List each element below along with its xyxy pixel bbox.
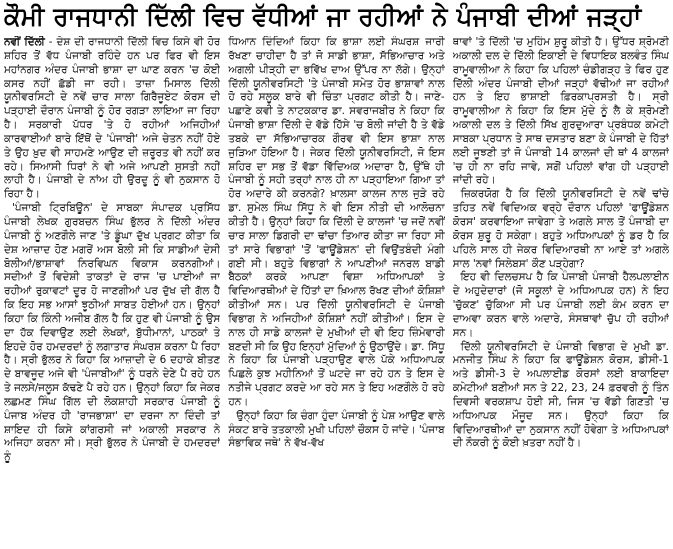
article-body [4,36,669,547]
article-paragraph [4,36,220,202]
article-paragraph: ਜ਼ਿਕਰਯੋਗ ਹੈ ਕਿ ਦਿੱਲੀ ਯੂਨੀਵਰਸਿਟੀ ਦੇ ਨਵੇਂ ਢਾਂਚੇ ਤਹਿਤ ਨਵੇਂ ਵਿਦਿਅਕ ਵਰ੍ਹੇ ਦੌਰਾਨ ਪਹਿਲਾਂ 'ਫਾਊਂਡੇਸ਼ਨ ਕੋਰਸ' ਕਰਵਾਇਆ ਜਾਵੇਗਾ ਤੇ ਅਗਲੇ ਸਾਲ ਤੋਂ ਪੰਜਾਬੀ ਦਾ ਕੋਰਸ ਸ਼ੁਰੂ ਹੋ ਸਕੇਗਾ। ਬਹੁਤੇ ਅਧਿਆਪਕਾਂ ਨੂੰ ਡਰ ਹੈ ਕਿ ਪਹਿਲੇ ਸਾਲ ਹੀ ਜੇਕਰ ਵਿਦਿਆਰਥੀ ਨਾ ਆਏ ਤਾਂ ਅਗਲੇ ਸਾਲ 'ਨਵਾਂ ਸਿਲੇਬਸ' ਕੌਣ ਪੜ੍ਹੇਗਾ? [452,188,669,270]
article-paragraph: ਦਿੱਲੀ ਯੂਨੀਵਰਸਿਟੀ ਦੇ ਪੰਜਾਬੀ ਵਿਭਾਗ ਦੇ ਮੁਖੀ ਡਾ. ਮਨਜੀਤ ਸਿੰਘ ਨੇ ਕਿਹਾ ਕਿ ਫਾਊਂਡੇਸ਼ਨ ਕੋਰਸ, ਡੀਸੀ-1 ਅਤੇ ਡੀਸੀ-3 ਦੇ ਅਪਲਾਈਡ ਕੋਰਸਾਂ ਲਈ ਬਾਕਾਇਦਾ ਕਮੇਟੀਆਂ ਬਣੀਆਂ ਸਨ ਤੇ 22, 23, 24 ਫ਼ਰਵਰੀ ਨੂੰ ਤਿੰਨ ਦਿਵਸੀ ਵਰਕਸ਼ਾਪ ਹੋਈ ਸੀ, ਜਿਸ 'ਚ ਵੱਡੀ ਗਿਣਤੀ 'ਚ ਅਧਿਆਪਕ ਮੌਜੂਦ ਸਨ। ਉਨ੍ਹਾਂ ਕਿਹਾ ਕਿ ਵਿਦਿਆਰਥੀਆਂ ਦਾ ਨੁਕਸਾਨ ਨਹੀਂ ਹੋਵੇਗਾ ਤੇ ਅਧਿਆਪਕਾਂ ਦੀ ਨੌਕਰੀ ਨੂੰ ਕੋਈ ਖ਼ਤਰਾ ਨਹੀਂ ਹੈ। [452,340,669,450]
article-paragraph: ਉਨ੍ਹਾਂ ਕਿਹਾ ਕਿ ਚੰਗਾ ਹੁੰਦਾ ਪੰਜਾਬੀ ਨੂੰ ਪੇਸ਼ ਆਉਣ ਵਾਲੇ ਸੰਕਟ ਬਾਰੇ ਤਤਕਾਲੀ ਮੁਖੀ ਪਹਿਲਾਂ ਚੌਕਸ ਹੋ ਜਾਂਦੇ। 'ਪੰਜਾਬ ਸੰਭਾਵਿਕ ਜਥੇ' ਨੇ ਵੱਖ-ਵੱਖ [228,409,445,450]
article-headline: ਕੌਮੀ ਰਾਜਧਾਨੀ ਦਿੱਲੀ ਵਿਚ ਵੱਧੀਆਂ ਜਾ ਰਹੀਆਂ ਨੇ ਪੰਜਾਬੀ ਦੀਆਂ ਜੜ੍ਹਾਂ [4,2,642,31]
article-column-1 [4,36,220,547]
article-paragraph: ਧਿਆਨ ਦਿੰਦਿਆਂ ਕਿਹਾ ਕਿ ਭਾਸ਼ਾ ਲਈ ਸੰਘਰਸ਼ ਜਾਰੀ ਰੱਖਣਾ ਚਾਹੀਦਾ ਹੈ ਤਾਂ ਜੋ ਸਾਡੀ ਭਾਸ਼ਾ, ਸੱਭਿਆਚਾਰ ਅਤੇ ਅਗਲੀ ਪੀੜ੍ਹੀ ਦਾ ਭਵਿੱਖ ਦਾਅ ਉੱਪਰ ਨਾ ਲੱਗੇ। ਉਨ੍ਹਾਂ ਦਿੱਲੀ ਯੂਨੀਵਰਸਿਟੀ 'ਤੇ ਪੰਜਾਬੀ ਸਮੇਤ ਹੋਰ ਭਾਸ਼ਾਵਾਂ ਨਾਲ ਹੋ ਰਹੇ ਸਲੂਕ ਬਾਰੇ ਵੀ ਚਿੰਤਾ ਪ੍ਰਗਟ ਕੀਤੀ ਹੈ। ਜਾਣੇ-ਪਛਾਣੇ ਕਵੀ ਤੇ ਨਾਟਕਕਾਰ ਡਾ. ਸਵਰਾਜਬੀਰ ਨੇ ਕਿਹਾ ਕਿ ਪੰਜਾਬੀ ਭਾਸ਼ਾ ਦਿੱਲੀ ਦੇ ਵੱਡੇ ਹਿੱਸੇ 'ਚ ਬੋਲੀ ਜਾਂਦੀ ਹੈ ਤੇ ਵੱਡੇ ਤਬਕੇ ਦਾ ਸੱਭਿਆਚਾਰਕ ਗੌਰਵ ਵੀ ਇਸ ਭਾਸ਼ਾ ਨਾਲ ਜੁੜਿਆ ਹੋਇਆ ਹੈ। ਜੇਕਰ ਦਿੱਲੀ ਯੂਨੀਵਰਸਿਟੀ, ਜੋ ਇਸ ਸ਼ਹਿਰ ਦਾ ਸਭ ਤੋਂ ਵੱਡਾ ਵਿੱਦਿਅਕ ਅਦਾਰਾ ਹੈ, ਉੱਥੇ ਹੀ ਪੰਜਾਬੀ ਨੂੰ ਸਹੀ ਤਰ੍ਹਾਂ ਨਾਲ ਹੀ ਨਾ ਪੜ੍ਹਾਇਆ ਗਿਆ ਤਾਂ ਹੋਰ ਅਦਾਰੇ ਕੀ ਕਰਨਗੇ? ਖ਼ਾਲਸਾ ਕਾਲਜ ਨਾਲ ਜੁੜੇ ਰਹੇ ਡਾ. ਸੁਮੇਲ ਸਿੰਘ ਸਿੱਧੂ ਨੇ ਵੀ ਇਸ ਨੀਤੀ ਦੀ ਆਲੋਚਨਾ ਕੀਤੀ ਹੈ। ਉਨ੍ਹਾਂ ਕਿਹਾ ਕਿ ਦਿੱਲੀ ਦੇ ਕਾਲਜਾਂ 'ਚ ਜਦੋਂ ਨਵੀਂ ਚਾਰ ਸਾਲਾ ਡਿਗਰੀ ਦਾ ਢਾਂਚਾ ਤਿਆਰ ਕੀਤਾ ਜਾ ਰਿਹਾ ਸੀ ਤਾਂ ਸਾਰੇ ਵਿਭਾਗਾਂ 'ਤੋਂ 'ਫਾਊਂਡੇਸ਼ਨ' ਦੀ ਵਿਉਂਤਬੰਦੀ ਮੰਗੀ ਗਈ ਸੀ। ਬਹੁਤੇ ਵਿਭਾਗਾਂ ਨੇ ਆਪਣੀਆਂ ਜਨਰਲ ਬਾਡੀ ਬੈਠਕਾਂ ਕਰਕੇ ਆਪਣਾ ਵਿਸ਼ਾ ਅਧਿਆਪਕਾਂ ਤੇ ਵਿਦਿਆਰਥੀਆਂ ਦੇ ਹਿੱਤਾਂ ਦਾ ਖ਼ਿਆਲ ਰੱਖਣ ਦੀਆਂ ਕੋਸ਼ਿਸ਼ਾਂ ਕੀਤੀਆਂ ਸਨ। ਪਰ ਦਿੱਲੀ ਯੂਨੀਵਰਸਿਟੀ ਦੇ ਪੰਜਾਬੀ ਵਿਭਾਗ ਨੇ ਅਜਿਹੀਆਂ ਕੋਸ਼ਿਸ਼ਾਂ ਨਹੀਂ ਕੀਤੀਆਂ। ਇਸ ਦੇ ਨਾਲ ਹੀ ਸਾਡੇ ਕਾਲਜਾਂ ਦੇ ਮੁਖੀਆਂ ਦੀ ਵੀ ਇਹ ਜ਼ਿੰਮੇਵਾਰੀ ਬਣਦੀ ਸੀ ਕਿ ਉਹ ਇਨ੍ਹਾਂ ਮੁੱਦਿਆਂ ਨੂੰ ਉਠਾਉਂਦੇ। ਡਾ. ਸਿੱਧੂ ਨੇ ਕਿਹਾ ਕਿ ਪੰਜਾਬੀ ਪੜ੍ਹਾਉਣ ਵਾਲੇ ਪੱਕੇ ਅਧਿਆਪਕ ਪਿਛਲੇ ਕੁਝ ਮਹੀਨਿਆਂ ਤੋਂ ਘਟਦੇ ਜਾ ਰਹੇ ਹਨ ਤੇ ਇਸ ਦੇ ਨਤੀਜੇ ਪ੍ਰਗਟ ਕਰਦੇ ਆ ਰਹੇ ਸਨ ਤੇ ਇਹ ਅਣਗੌਲੇ ਹੋ ਰਹੇ ਹਨ। [228,36,445,408]
article-column-3 [453,36,669,547]
article-paragraph: ਥਾਵਾਂ 'ਤੇ ਦਿੱਲੀ 'ਚ ਮੁਹਿੰਮ ਸ਼ੁਰੂ ਕੀਤੀ ਹੈ। ਉੱਧਰ ਸ਼੍ਰੋਮਣੀ ਅਕਾਲੀ ਦਲ ਦੇ ਦਿੱਲੀ ਇਕਾਈ ਦੇ ਵਿਧਾਇਕ ਬਲਵੰਤ ਸਿੰਘ ਰਾਮੂਵਾਲੀਆ ਨੇ ਕਿਹਾ ਕਿ ਪਹਿਲਾਂ ਚੰਡੀਗੜ੍ਹ ਤੇ ਫਿਰ ਹੁਣ ਦਿੱਲੀ ਅੰਦਰ ਪੰਜਾਬੀ ਦੀਆਂ ਜੜ੍ਹਾਂ ਵੱਢੀਆਂ ਜਾ ਰਹੀਆਂ ਹਨ ਤੇ ਇਹ ਭਾਸ਼ਾਈ ਫ਼ਿਰਕਾਪ੍ਰਸਤੀ ਹੈ। ਸ੍ਰੀ ਰਾਮੂਵਾਲੀਆ ਨੇ ਕਿਹਾ ਕਿ ਇਸ ਮੁੱਦੇ ਨੂੰ ਲੈ ਕੇ ਸ਼੍ਰੋਮਣੀ ਅਕਾਲੀ ਦਲ ਤੇ ਦਿੱਲੀ ਸਿੱਖ ਗੁਰਦੁਆਰਾ ਪ੍ਰਬੰਧਕ ਕਮੇਟੀ ਸਾਬਕਾ ਪ੍ਰਧਾਨ ਤੇ ਸਾਥ ਦਸਤਾਰ ਬਣਾ ਕੇ ਪੰਜਾਬੀ ਦੇ ਹਿੱਤਾਂ ਲਈ ਜੂਝਣੀ ਤਾਂ ਜੋ ਪੰਜਾਬੀ 14 ਕਾਲਜਾਂ ਦੀ ਥਾਂ 4 ਕਾਲਜਾਂ 'ਚ ਹੀ ਨਾ ਰਹਿ ਜਾਵੇ, ਸਗੋਂ ਪਹਿਲਾਂ ਵਾਂਗ ਹੀ ਪੜ੍ਹਾਈ ਜਾਂਦੀ ਰਹੇ। [452,36,669,187]
article-column-2 [228,36,444,547]
paragraph-text: - ਦੇਸ਼ ਦੀ ਰਾਜਧਾਨੀ ਦਿੱਲੀ ਵਿਚ ਕਿਸੇ ਵੀ ਹੋਰ ਸ਼ਹਿਰ ਤੋਂ ਵੱਧ ਪੰਜਾਬੀ ਰਹਿੰਦੇ ਹਨ ਪਰ ਫਿਰ ਵੀ ਇਸ ਮਹਾਂਨਗਰ ਅੰਦਰ ਪੰਜਾਬੀ ਭਾਸ਼ਾ ਦਾ ਘਾਣ ਕਰਨ 'ਚ ਕੋਈ ਕਸਰ ਨਹੀਂ ਛੱਡੀ ਜਾ ਰਹੀ। ਤਾਜ਼ਾ ਮਿਸਾਲ ਦਿੱਲੀ ਯੂਨੀਵਰਸਿਟੀ ਦੇ ਨਵੇਂ ਚਾਰ ਸਾਲਾ ਗਿਰੈਜੂਏਟ ਕੋਰਸ ਦੀ ਪੜ੍ਹਾਈ ਦੌਰਾਨ ਪੰਜਾਬੀ ਨੂੰ ਹੋਰ ਰਗੜਾ ਲਾਇਆ ਜਾ ਰਿਹਾ ਹੈ। ਸਰਕਾਰੀ ਪੱਧਰ 'ਤੇ ਹੋ ਰਹੀਆਂ ਅਜਿਹੀਆਂ ਕਾਰਵਾਈਆਂ ਬਾਰੇ ਇੱਥੋਂ ਦੇ 'ਪੰਜਾਬੀ' ਅਜੇ ਚੇਤਨ ਨਹੀਂ ਹੋਏ ਤੇ ਉਹ ਖ਼ੁਦ ਵੀ ਸਾਹਮਣੇ ਆਉਣ ਦੀ ਜ਼ਰੂਰਤ ਵੀ ਨਹੀਂ ਕਰ ਰਹੇ। ਸਿਆਸੀ ਧਿਰਾਂ ਨੇ ਵੀ ਅਜੇ ਆਪਣੀ ਸੁਸਤੀ ਨਹੀਂ ਲਾਹੀ ਹੈ। ਪੰਜਾਬੀ ਦੇ ਨਾਂਅ ਹੀ ਉਰਦੂ ਨੂੰ ਵੀ ਨੁਕਸਾਨ ਹੋ ਰਿਹਾ ਹੈ। [4,36,221,201]
article-dateline: ਨਵੀਂ ਦਿੱਲੀ [4,36,45,48]
article-paragraph: 'ਪੰਜਾਬੀ ਟ੍ਰਿਬਿਊਨ' ਦੇ ਸਾਬਕਾ ਸੰਪਾਦਕ ਪ੍ਰਸਿੱਧ ਪੰਜਾਬੀ ਲੇਖਕ ਗੁਰਬਚਨ ਸਿੰਘ ਭੁੱਲਰ ਨੇ ਦਿੱਲੀ ਅੰਦਰ ਪੰਜਾਬੀ ਨੂੰ ਅਣਗੌਲੇ ਜਾਣ 'ਤੇ ਡੂੰਘਾ ਦੁੱਖ ਪ੍ਰਗਟ ਕੀਤਾ ਕਿ ਦੇਸ਼ ਆਜ਼ਾਦ ਹੋਣ ਮਗਰੋਂ ਅਸ ਬੋਲੀ ਸੀ ਕਿ ਸਾਡੀਆਂ ਦੇਸੀ ਬੋਲੀਆਂ/ਭਾਸ਼ਾਵਾਂ ਨਿਰਵਿਘਨ ਵਿਕਾਸ ਕਰਨਗੀਆਂ। ਸਦੀਆਂ ਤੋਂ ਵਿਦੇਸ਼ੀ ਤਾਕਤਾਂ ਦੇ ਰਾਜ 'ਚ ਪਾਈਆਂ ਜਾ ਰਹੀਆਂ ਰੁਕਾਵਟਾਂ ਦੂਰ ਹੋ ਜਾਣਗੀਆਂ ਪਰ ਦੁੱਖ ਦੀ ਗੱਲ ਹੈ ਕਿ ਇਹ ਸਭ ਆਸਾਂ ਝੂਠੀਆਂ ਸਾਬਤ ਹੋਈਆਂ ਹਨ। ਉਨ੍ਹਾਂ ਕਿਹਾ ਕਿ ਕਿੰਨੀ ਅਜੀਬ ਗੱਲ ਹੈ ਕਿ ਹੁਣ ਵੀ ਪੰਜਾਬੀ ਨੂੰ ਉਸ ਦਾ ਹੱਕ ਦਿਵਾਉਣ ਲਈ ਲੇਖਕਾਂ, ਬੁੱਧੀਮਾਨਾਂ, ਪਾਠਕਾਂ ਤੇ ਇਹਦੇ ਹੋਰ ਹਮਦਰਦਾਂ ਨੂੰ ਲਗਾਤਾਰ ਸੰਘਰਸ਼ ਕਰਨਾ ਪੈ ਰਿਹਾ ਹੈ। ਸ੍ਰੀ ਭੁੱਲਰ ਨੇ ਕਿਹਾ ਕਿ ਆਜ਼ਾਦੀ ਦੇ 6 ਦਹਾਕੇ ਬੀਤਣ ਦੇ ਬਾਵਜੂਦ ਅਜੇ ਵੀ 'ਪੰਜਾਬੀਆਂ' ਨੂੰ ਧਰਨੇ ਦੇਣੇ ਪੈ ਰਹੇ ਹਨ ਤੇ ਜਲਸੇ/ਜਲੂਸ ਕੱਢਣੇ ਪੈ ਰਹੇ ਹਨ। ਉਨ੍ਹਾਂ ਕਿਹਾ ਕਿ ਜੇਕਰ ਲਛਮਣ ਸਿੰਘ ਗਿੱਲ ਦੀ ਲੋਕਸ਼ਾਹੀ ਸਰਕਾਰ ਪੰਜਾਬੀ ਨੂੰ ਪੰਜਾਬ ਅੰਦਰ ਹੀ 'ਰਾਜਭਾਸ਼ਾ' ਦਾ ਦਰਜਾ ਨਾ ਦਿੰਦੀ ਤਾਂ ਸ਼ਾਇਦ ਹੀ ਕਿਸੇ ਕਾਂਗਰਸੀ ਜਾਂ ਅਕਾਲੀ ਸਰਕਾਰ ਨੇ ਅਜਿਹਾ ਕਰਨਾ ਸੀ। ਸ੍ਰੀ ਭੁੱਲਰ ਨੇ ਪੰਜਾਬੀ ਦੇ ਹਮਦਰਦਾਂ ਨੂੰ [4,202,221,464]
article-paragraph: ਇਹ ਵੀ ਦਿਲਚਸਪ ਹੈ ਕਿ ਪੰਜਾਬੀ ਪੰਜਾਬੀ ਹੈਲਪਲਾਈਨ ਦੇ ਅਹੁਦੇਦਾਰਾਂ (ਜੋ ਸਕੂਲਾਂ ਦੇ ਅਧਿਆਪਕ ਹਨ) ਨੇ ਇਹ 'ਚੁੱਕਣ' ਚੁੱਕਿਆ ਸੀ ਪਰ ਪੰਜਾਬੀ ਲਈ ਕੰਮ ਕਰਨ ਦਾ ਦਾਅਵਾ ਕਰਨ ਵਾਲੇ ਅਦਾਰੇ, ਸੰਸਥਾਵਾਂ ਚੁੱਪ ਹੀ ਰਹੀਆਂ ਸਨ। [452,271,669,339]
